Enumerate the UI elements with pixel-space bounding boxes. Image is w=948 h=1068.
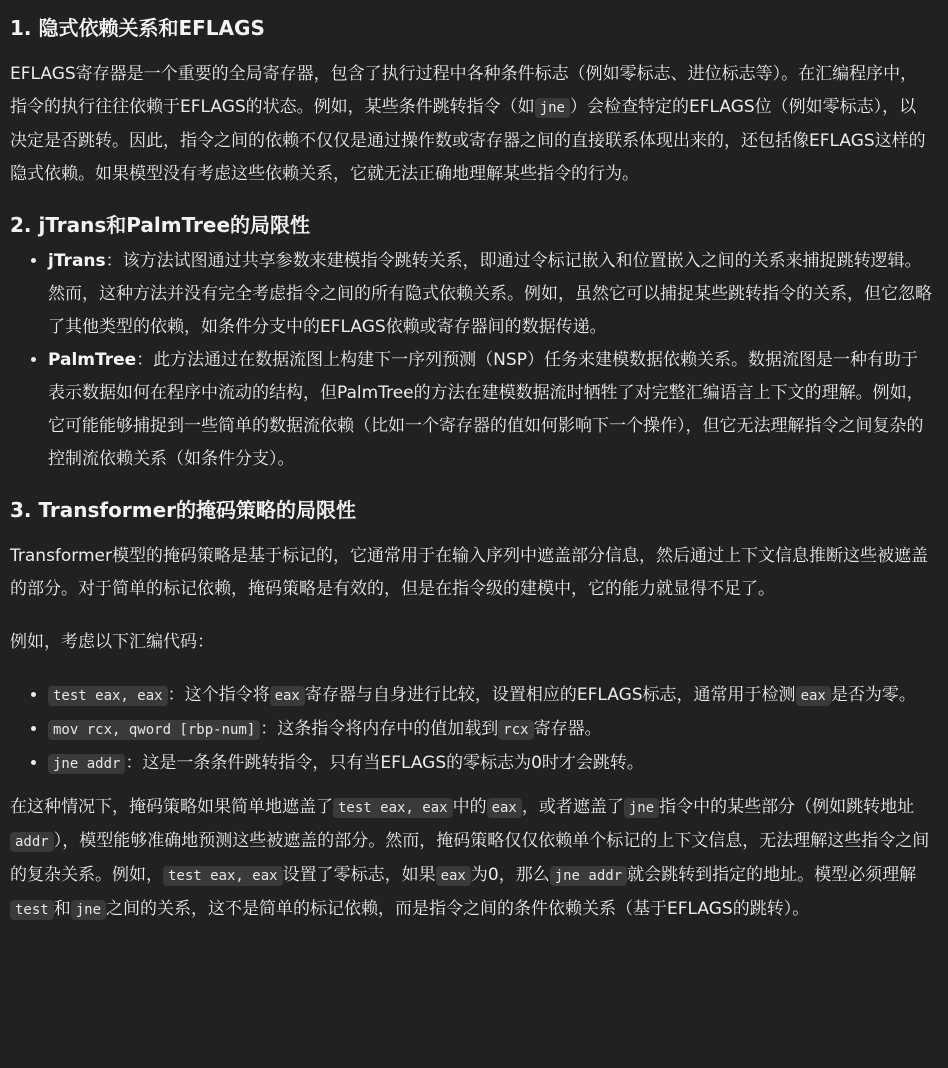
inline-code: mov rcx, qword [rbp-num] xyxy=(48,720,260,740)
code-list xyxy=(10,679,932,781)
inline-code: test eax, eax xyxy=(333,798,453,818)
list-item: • jne addr ：这是一条条件跳转指令，只有当EFLAGS的零标志为0时才会跳转。 xyxy=(48,747,932,781)
inline-code: eax xyxy=(436,866,471,886)
section-2-heading: 2. jTrans和PalmTree的局限性 xyxy=(10,213,311,237)
inline-code: jne xyxy=(71,900,106,920)
inline-code: eax xyxy=(796,686,831,706)
inline-code: jne addr xyxy=(48,754,125,774)
section-1-heading: 1. 隐式依赖关系和EFLAGS xyxy=(10,16,265,40)
inline-code: addr xyxy=(10,832,54,852)
section-2-list xyxy=(10,245,932,476)
inline-code: test eax, eax xyxy=(48,686,168,706)
inline-code: jne xyxy=(535,98,570,118)
section-1-paragraph: EFLAGS寄存器是一个重要的全局寄存器，包含了执行过程中各种条件标志（例如零标志、进位标志等）。在汇编程序中，指令的执行往往依赖于EFLAGS的状态。例如，某些条件跳转指令（如 jne ）会检查特定的EFLAGS位（例如零标志），以决定是否跳转。因此，指令之间的依赖不仅仅是通过操作数或寄存器之间的直接联系体现出来的，还包括像EFLAGS这样的隐式依赖。如果模型没有考虑这些依赖关系，它就无法正确地理解某些指令的行为。 xyxy=(10,64,926,184)
section-3-heading: 3. Transformer的掩码策略的局限性 xyxy=(10,498,356,522)
section-3-paragraph-1: Transformer模型的掩码策略是基于标记的，它通常用于在输入序列中遮盖部分信息，然后通过上下文信息推断这些被遮盖的部分。对于简单的标记依赖，掩码策略是有效的，但是在指令级的建模中，它的能力就显得不足了。 xyxy=(10,546,929,599)
section-3-paragraph-3: 在这种情况下，掩码策略如果简单地遮盖了 test eax, eax 中的 eax ，或者遮盖了 jne 指令中的某些部分（例如跳转地址addr ），模型能够准确地预测这些被遮盖的部分。然而，掩码策略仅仅依赖单个标记的上下文信息，无法理解这些指令之间的复杂关系。例如， test eax, eax 设置了零标志，如果 eax 为0，那么 jne addr 就会跳转到指定的地址。模型必须理解test 和 jne 之间的关系，这不是简单的标记依赖，而是指令之间的条件依赖关系（基于EFLAGS的跳转）。 xyxy=(10,797,930,919)
list-item: • mov rcx, qword [rbp-num] ：这条指令将内存中的值加载到 rcx 寄存器。 xyxy=(48,713,932,747)
list-item: • jTrans：该方法试图通过共享参数来建模指令跳转关系，即通过令标记嵌入和位置嵌入之间的关系来捕捉跳转逻辑。然而，这种方法并没有完全考虑指令之间的所有隐式依赖关系。例如，虽然它可以捕捉某些跳转指令的关系，但它忽略了其他类型的依赖，如条件分支中的EFLAGS依赖或寄存器间的数据传递。 xyxy=(48,245,932,344)
inline-code: eax xyxy=(270,686,305,706)
inline-code: eax xyxy=(487,798,522,818)
inline-code: rcx xyxy=(498,720,533,740)
term: PalmTree xyxy=(48,350,137,370)
list-item: • test eax, eax ：这个指令将 eax 寄存器与自身进行比较，设置相应的EFLAGS标志，通常用于检测 eax 是否为零。 xyxy=(48,679,932,713)
section-3-paragraph-2: 例如，考虑以下汇编代码： xyxy=(10,632,214,652)
inline-code: test eax, eax xyxy=(163,866,283,886)
term: jTrans xyxy=(48,251,106,271)
list-item: • PalmTree：此方法通过在数据流图上构建下一序列预测（NSP）任务来建模数据依赖关系。数据流图是一种有助于表示数据如何在程序中流动的结构，但PalmTree的方法在建模数据流时牺牲了对完整汇编语言上下文的理解。例如，它可能能够捕捉到一些简单的数据流依赖（比如一个寄存器的值如何影响下一个操作），但它无法理解指令之间复杂的控制流依赖关系（如条件分支）。 xyxy=(48,344,932,476)
inline-code: jne xyxy=(624,798,659,818)
inline-code: jne addr xyxy=(550,866,627,886)
inline-code: test xyxy=(10,900,54,920)
